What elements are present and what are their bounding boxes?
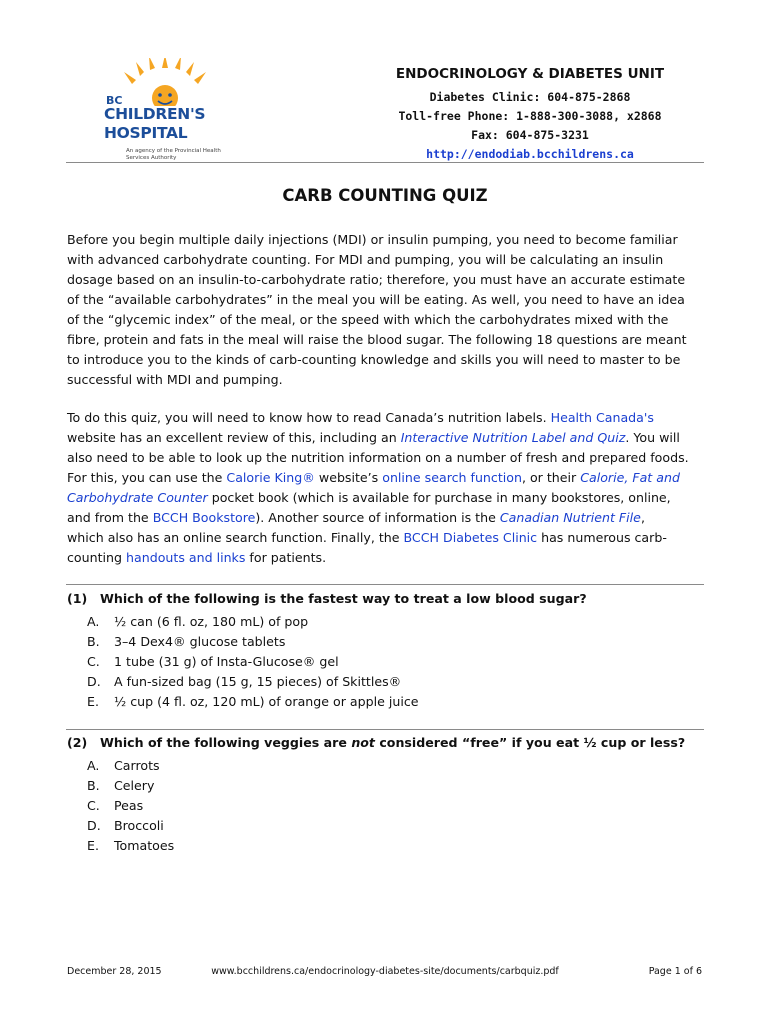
unit-website-link[interactable]: http://endodiab.bcchildrens.ca [426,147,634,161]
canadian-nutrient-file-link[interactable]: Canadian Nutrient File [499,510,641,525]
logo-line-hospital: HOSPITAL [104,124,188,142]
question-1 [67,591,587,606]
footer-page-number: Page 1 of 6 [648,966,702,977]
answer-option[interactable]: D. Broccoli [87,818,164,833]
resources-line: To do this quiz, you will need to know how to read Canada’s nutrition labels. Health Canada's [67,410,654,425]
calorie-king-link[interactable]: Calorie King® [226,470,315,485]
sun-icon [110,58,220,106]
answer-option[interactable]: C. Peas [87,798,144,813]
intro-line: of the “glycemic index” of the meal, or the speed with which the carbohydrates mixed with the [67,312,669,327]
intro-line: of the “available carbohydrates” in the meal you will be eating. As well, you need to have an idea [67,292,685,307]
intro-line: successful with MDI and pumping. [67,372,283,387]
tollfree-phone: Toll-free Phone: 1-888-300-3088, x2868 [398,109,662,123]
question-number: (1) [67,591,88,606]
resources-line: Carbohydrate Counter pocket book (which is available for purchase in many bookstores, online, [67,490,671,505]
fax-number: Fax: 604-875-3231 [471,128,589,142]
resources-paragraph [67,408,707,568]
interactive-label-quiz-link[interactable]: Interactive Nutrition Label and Quiz [400,430,626,445]
resources-line: counting handouts and links for patients. [67,550,327,565]
carb-counter-link[interactable]: Carbohydrate Counter [67,490,208,505]
unit-name: ENDOCRINOLOGY & DIABETES UNIT [395,66,665,82]
intro-line: dosage based on an insulin-to-carbohydrate ratio; therefore, you must have an accurate estimate [67,272,686,287]
question-divider [66,584,704,585]
logo-bc: BC [106,94,123,107]
logo-line-childrens: CHILDREN'S [104,105,206,123]
hospital-logo [100,58,250,168]
resources-line: and from the BCCH Bookstore). Another source of information is the Canadian Nutrient File, [67,510,645,525]
question-text: Which of the following is the fastest way to treat a low blood sugar? [100,591,587,606]
calorie-counter-link[interactable]: Calorie, Fat and [580,470,680,485]
intro-paragraph [67,230,707,390]
clinic-phone: Diabetes Clinic: 604-875-2868 [429,90,631,104]
question-number: (2) [67,735,88,750]
intro-line: with advanced carbohydrate counting. For MDI and pumping, you will be calculating an insulin [67,252,664,267]
resources-line: website has an excellent review of this, including an Interactive Nutrition Label and Quiz. You will [67,430,680,445]
header-divider [66,162,704,163]
resources-line: which also has an online search function. Finally, the BCCH Diabetes Clinic has numerous carb- [67,530,667,545]
unit-header [360,66,700,164]
question-2-options [87,756,174,856]
question-2: (2) Which of the following veggies are not considered “free” if you eat ½ cup or less? [67,735,686,750]
intro-line: Before you begin multiple daily injections (MDI) or insulin pumping, you need to become familiar [67,232,678,247]
answer-option[interactable]: B. Celery [87,778,155,793]
question-divider [66,729,704,730]
resources-line: For this, you can use the Calorie King® website’s online search function, or their Calorie, Fat and [67,470,680,485]
online-search-link[interactable]: online search function [382,470,522,485]
intro-line: to introduce you to the kinds of carb-counting knowledge and skills you will need to master to be [67,352,681,367]
answer-option[interactable]: B. 3–4 Dex4® glucose tablets [87,634,286,649]
page-title: CARB COUNTING QUIZ [282,186,488,205]
question-1-options [87,612,419,712]
answer-option[interactable]: A. Carrots [87,758,160,773]
handouts-links-link[interactable]: handouts and links [126,550,246,565]
answer-option[interactable]: E. Tomatoes [87,838,175,853]
bcch-diabetes-clinic-link[interactable]: BCCH Diabetes Clinic [403,530,538,545]
resources-line: also need to be able to look up the nutrition information on a number of fresh and prepared foods. [67,450,689,465]
answer-option[interactable]: A. ½ can (6 fl. oz, 180 mL) of pop [87,614,309,629]
answer-option[interactable]: C. 1 tube (31 g) of Insta-Glucose® gel [87,654,339,669]
footer-date: December 28, 2015 [67,966,162,977]
answer-option[interactable]: E. ½ cup (4 fl. oz, 120 mL) of orange or apple juice [87,694,419,709]
logo-tagline: An agency of the Provincial Health Services Authority [126,148,221,161]
health-canada-link[interactable]: Health Canada's [550,410,654,425]
bcch-bookstore-link[interactable]: BCCH Bookstore [152,510,256,525]
intro-line: fibre, protein and fats in the meal will raise the blood sugar. The following 18 questions are meant [67,332,687,347]
answer-option[interactable]: D. A fun-sized bag (15 g, 15 pieces) of Skittles® [87,674,402,689]
footer-url: www.bcchildrens.ca/endocrinology-diabetes-site/documents/carbquiz.pdf [211,966,559,977]
